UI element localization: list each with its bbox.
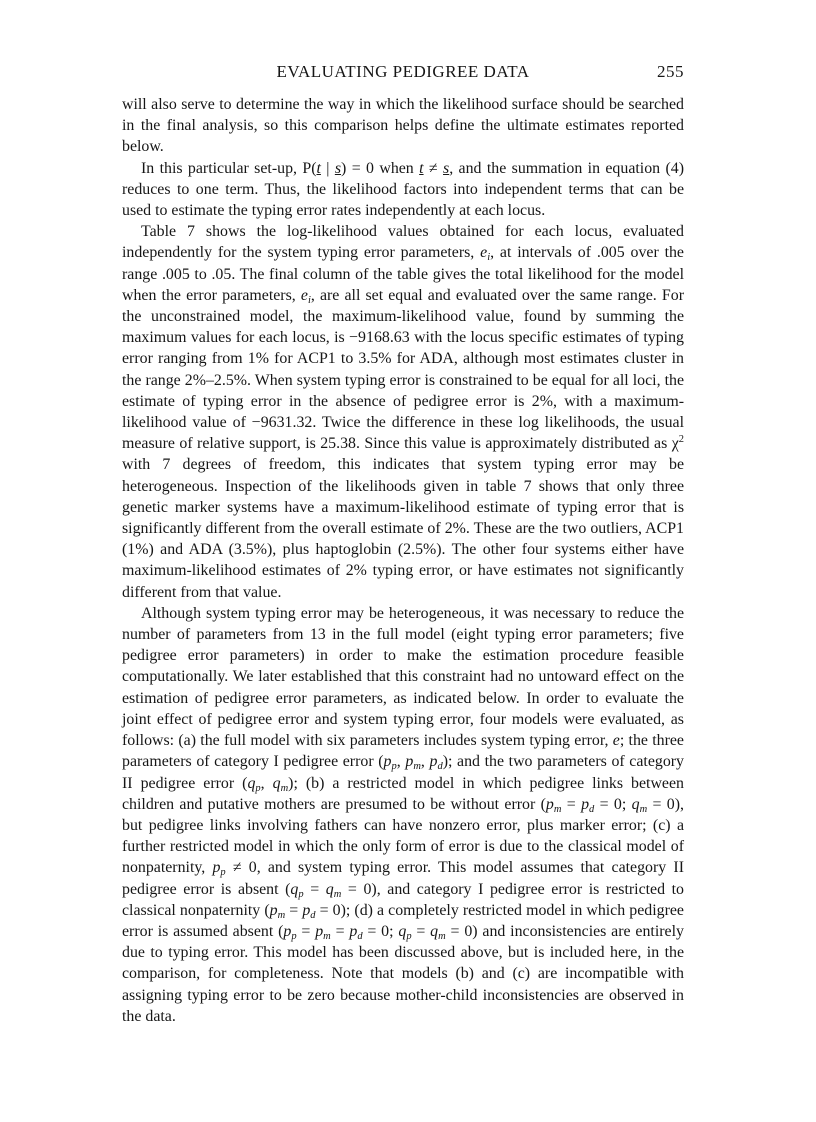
text-fragment: |	[320, 159, 335, 177]
text-fragment: = 0;	[594, 795, 632, 813]
variable-t: t	[419, 159, 424, 177]
paragraph-1: will also serve to determine the way in which the likelihood surface should be searched in the final analysis, so this comparison helps define the ultimate estimates reported below.	[122, 96, 684, 156]
equals: =	[285, 901, 303, 919]
chi-symbol: χ	[671, 435, 679, 453]
subscript-p: p	[391, 761, 397, 773]
equals: =	[296, 922, 316, 940]
text-fragment: ≠ 0, and system typing error. This model assumes that category II pedigree error is absent (	[122, 859, 684, 898]
subscript-d: d	[437, 761, 443, 773]
subscript-p: p	[291, 930, 297, 942]
variable-q: q	[430, 922, 439, 940]
subscript-p: p	[255, 782, 261, 794]
text-fragment: ); (b) a restricted model in which pedigree links between children and putative mothers are presumed to be without error (	[122, 774, 684, 813]
variable-p: p	[302, 901, 311, 919]
subscript-m: m	[438, 930, 446, 942]
comma: ,	[396, 753, 406, 771]
superscript-2: 2	[678, 434, 684, 446]
text-fragment: = 0), and category I pedigree error is restricted to classical nonpaternity (	[122, 880, 684, 919]
equals: =	[303, 880, 326, 898]
variable-p: p	[429, 753, 438, 771]
variable-q: q	[398, 922, 407, 940]
variable-e: e	[300, 286, 308, 304]
variable-p: p	[383, 753, 392, 771]
body-text	[122, 94, 684, 1027]
text-fragment: ) = 0 when	[341, 159, 420, 177]
subscript-m: m	[413, 761, 421, 773]
text-fragment: In this particular set-up, P(	[141, 159, 317, 177]
variable-p: p	[212, 859, 221, 877]
text-fragment: ≠	[423, 159, 444, 177]
text-fragment: , are all set equal and evaluated over the same range. For the unconstrained model, the maximum-likelihood value, found by summing the maximum values for each locus, is −9168.63 with the locus specific estimates of typing error ranging from 1% for ACP1 to 3.5% for ADA, although most estimates cluster in the range 2%–2.5%. When system typing error is constrained to be equal for all loci, the estimate of typing error in the absence of pedigree error is 2%, with a maximum-likelihood value of −9631.32. Twice the difference in these log likelihoods, the usual measure of relative support, is 25.38. Since this value is approximately distributed as	[122, 286, 684, 453]
variable-s: s	[443, 159, 450, 177]
subscript-m: m	[553, 803, 562, 815]
variable-e: e	[480, 244, 488, 262]
variable-p: p	[349, 922, 358, 940]
subscript-i: i	[487, 252, 491, 264]
equals: =	[411, 922, 431, 940]
subscript-m: m	[280, 782, 289, 794]
paragraph-2	[122, 158, 684, 222]
text-fragment: = 0), but pedigree links involving fathers can have nonzero error, plus marker error; (c) a further restricted model in which the only form of error is due to the classical model of nonpaternity,	[122, 795, 684, 877]
subscript-p: p	[298, 888, 304, 900]
variable-q: q	[290, 880, 299, 898]
subscript-m: m	[333, 888, 342, 900]
text-fragment: with 7 degrees of freedom, this indicates that system typing error may be heterogeneous. Inspection of the likelihoods given in table 7 shows that only three genetic marker systems have a maximum-likelihood estimate of typing error that is significantly different from the overall estimate of 2%. These are the two outliers, ACP1 (1%) and ADA (3.5%), plus haptoglobin (2.5%). The other four systems either have maximum-likelihood estimates of 2% typing error, or have estimates not significantly different from that value.	[122, 456, 684, 601]
variable-t: t	[316, 159, 321, 177]
subscript-m: m	[323, 930, 331, 942]
subscript-p: p	[220, 867, 226, 879]
text-fragment: = 0); (d) a completely restricted model in which pedigree error is assumed absent (	[122, 901, 684, 940]
variable-q: q	[325, 880, 334, 898]
text-fragment: ; the three parameters of category I pedigree error (	[122, 732, 684, 771]
paragraph-3	[122, 221, 684, 603]
variable-e: e	[612, 732, 620, 750]
comma: ,	[260, 774, 273, 792]
equals: =	[330, 922, 350, 940]
variable-q: q	[247, 774, 256, 792]
subscript-m: m	[639, 803, 648, 815]
equals: =	[561, 795, 582, 813]
subscript-m: m	[277, 909, 286, 921]
page-number: 255	[657, 62, 684, 81]
variable-p: p	[315, 922, 324, 940]
comma: ,	[420, 753, 430, 771]
paragraph-4	[122, 603, 684, 1027]
variable-p: p	[283, 922, 292, 940]
text-fragment: Although system typing error may be heterogeneous, it was necessary to reduce the number of parameters from 13 in the full model (eight typing error parameters; five pedigree error parameters) in order to make the estimation procedure feasible computationally. We later established that this constraint had no untoward effect on the estimation of pedigree error parameters, as indicated below. In order to evaluate the joint effect of pedigree error and system typing error, four models were evaluated, as follows: (a) the full model with six parameters includes system typing error,	[122, 604, 684, 750]
text-fragment: = 0) and inconsistencies are entirely due to typing error. This model has been discussed above, but is included here, in the comparison, for completeness. Note that models (b) and (c) are incompatible with assigning typing error to be zero because mother-child inconsistencies are observed in the data.	[122, 922, 684, 1025]
variable-p: p	[581, 795, 590, 813]
text-fragment: = 0;	[362, 922, 399, 940]
variable-q: q	[272, 774, 281, 792]
subscript-d: d	[310, 909, 316, 921]
text-fragment: , at intervals of .005 over the range .005 to .05. The final column of the table gives the total likelihood for the model when the error parameters,	[122, 244, 684, 304]
variable-p: p	[269, 901, 278, 919]
text-fragment: , and the summation in equation (4) reduces to one term. Thus, the likelihood factors into independent terms that can be used to estimate the typing error rates independently at each locus.	[122, 159, 684, 220]
text-fragment: ); and the two parameters of category II pedigree error (	[122, 753, 685, 792]
subscript-i: i	[307, 294, 311, 306]
variable-s: s	[334, 159, 342, 177]
subscript-d: d	[357, 930, 363, 942]
text-fragment: Table 7 shows the log-likelihood values obtained for each locus, evaluated independently for the system typing error parameters,	[122, 223, 684, 262]
subscript-d: d	[589, 803, 595, 815]
variable-p: p	[545, 795, 554, 813]
variable-q: q	[631, 795, 640, 813]
variable-p: p	[405, 753, 414, 771]
running-head: EVALUATING PEDIGREE DATA	[276, 62, 530, 81]
subscript-p: p	[406, 930, 412, 942]
page-header	[122, 62, 684, 86]
